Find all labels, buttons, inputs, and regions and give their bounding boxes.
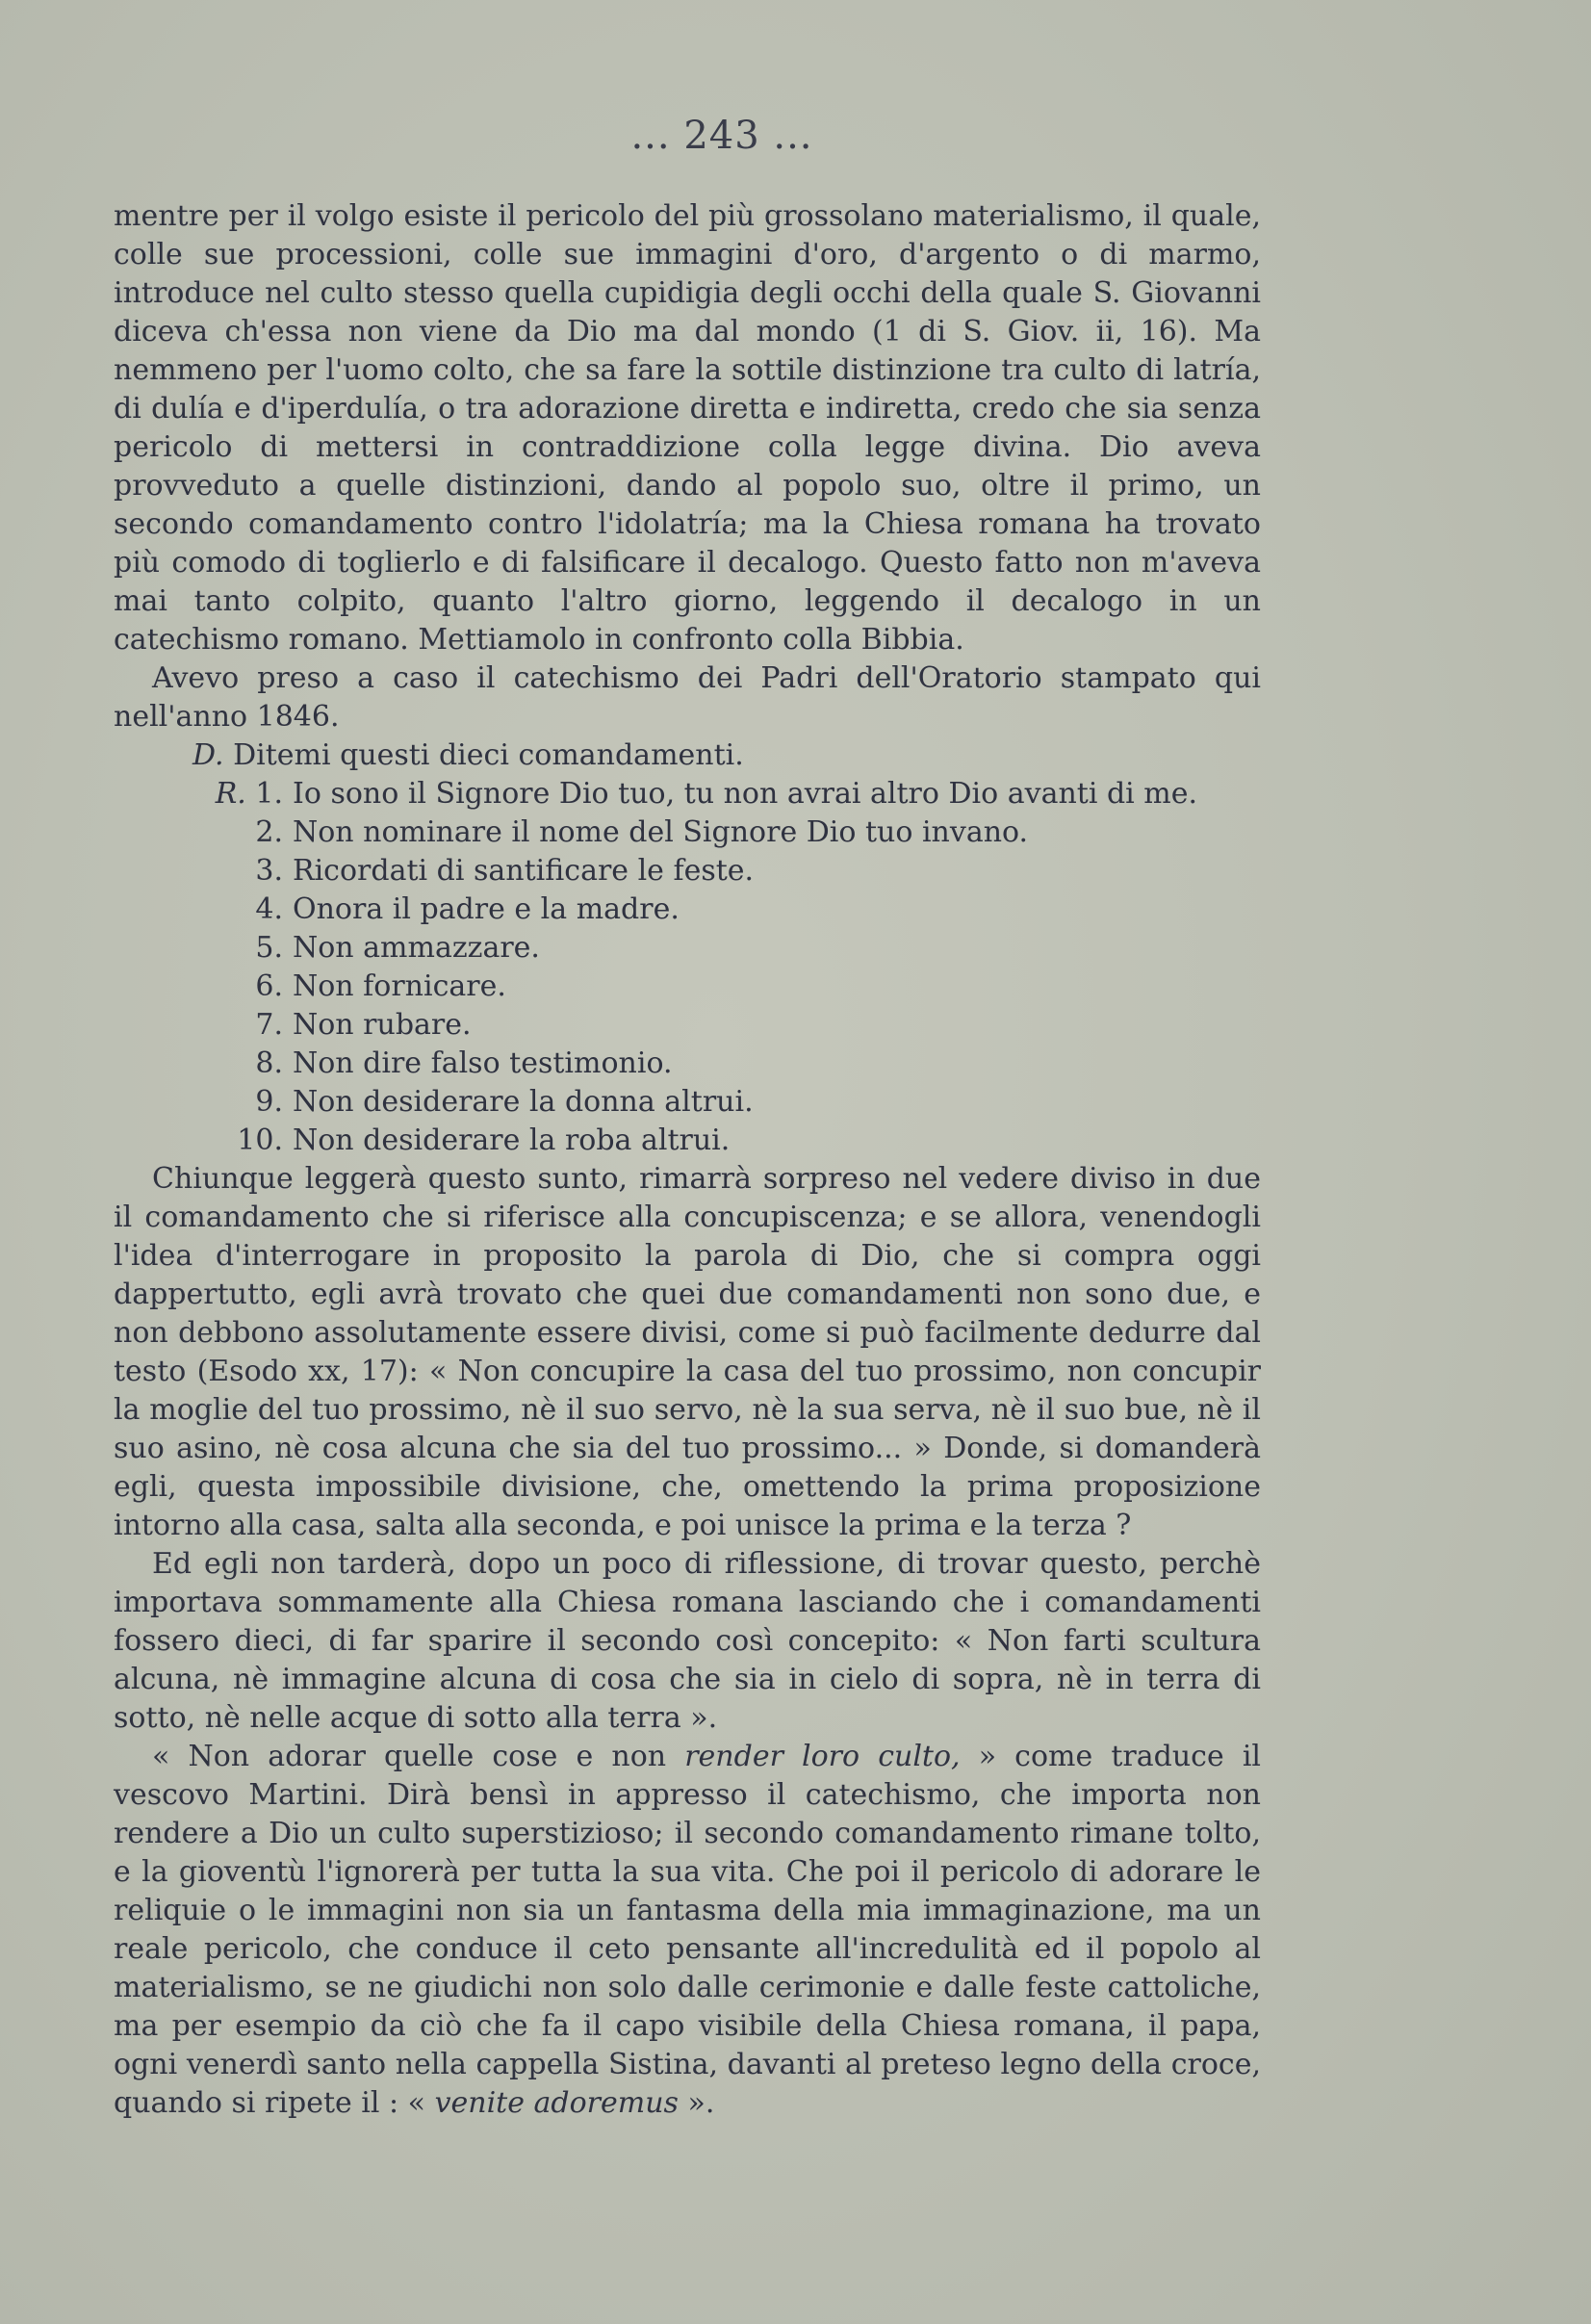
- list-item: [114, 891, 1261, 929]
- list-item: [114, 1006, 1261, 1045]
- commandment-number: 10.: [237, 1123, 283, 1157]
- commandment-number: 8.: [255, 1046, 283, 1080]
- commandment-text: Non ammazzare.: [293, 931, 540, 965]
- paragraph: Chiunque leggerà questo sunto, rimarrà sorpreso nel vedere diviso in due il comandamento che si riferisce alla concupiscenza; e se allora, venendogli l'idea d'interrogare in proposito la parola di Dio, che si compra oggi dappertutto, egli avrà trovato che quei due comandamenti non sono due, e non debbono assolutamente essere divisi, come si può facilmente dedurre dal testo (Esodo xx, 17): « Non concupire la casa del tuo prossimo, non concupir la moglie del tuo prossimo, nè il suo servo, nè la sua serva, nè il suo bue, nè il suo asino, nè cosa alcuna che sia del tuo prossimo... » Donde, si domanderà egli, questa impossibile divisione, che, omettendo la prima proposizione intorno alla casa, salta alla seconda, e poi unisce la prima e la terza ?: [114, 1162, 1261, 1542]
- commandment-text: Non rubare.: [293, 1008, 472, 1042]
- question-mark: D.: [192, 738, 224, 772]
- paragraph: Ed egli non tarderà, dopo un poco di riflessione, di trovar questo, perchè importava sommamente alla Chiesa romana lasciando che i comandamenti fossero dieci, di far sparire il secondo così concepito: « Non farti scultura alcuna, nè immagine alcuna di cosa che sia in cielo di sopra, nè in terra di sotto, nè nelle acque di sotto alla terra ».: [114, 1547, 1261, 1735]
- text-run: ».: [678, 2086, 715, 2120]
- commandment-number: 1.: [255, 777, 283, 811]
- commandment-number: 2.: [255, 815, 283, 849]
- commandment-text: Non desiderare la roba altrui.: [293, 1123, 731, 1157]
- paragraph: [114, 1738, 1261, 2123]
- question-text: Ditemi questi dieci comandamenti.: [233, 738, 744, 772]
- commandment-number: 6.: [255, 969, 283, 1003]
- text-run: » come traduce il vescovo Martini. Dirà bensì in appresso il catechismo, che importa non rendere a Dio un culto superstizioso; il secondo comandamento rimane tolto, e la gioventù l'ignorerà per tutta la sua vita. Che poi il pericolo di adorare le reliquie o le immagini non sia un fantasma della mia immaginazione, ma un reale pericolo, che conduce il ceto pensante all'incredulità ed il popolo al materialismo, se ne giudichi non solo dalle cerimonie e dalle feste cattoliche, ma per esempio da ciò che fa il capo visibile della Chiesa romana, il papa, ogni venerdì santo nella cappella Sistina, davanti al preteso legno della croce, quando si ripete il : «: [114, 1740, 1262, 2120]
- italic-text: venite adoremus: [434, 2086, 679, 2120]
- commandment-number: 9.: [255, 1085, 283, 1119]
- commandment-number: 3.: [255, 854, 283, 888]
- list-item: [114, 929, 1261, 968]
- commandment-text: Onora il padre e la madre.: [293, 892, 680, 926]
- list-item: [114, 968, 1261, 1006]
- answer-mark: R.: [215, 777, 246, 811]
- list-item: [114, 775, 1261, 813]
- commandment-list: [114, 775, 1261, 1160]
- commandment-number: 7.: [255, 1008, 283, 1042]
- list-item: [114, 1045, 1261, 1083]
- italic-text: render loro culto,: [684, 1740, 961, 1773]
- list-item: [114, 852, 1261, 891]
- commandment-text: Ricordati di santificare le feste.: [293, 854, 755, 888]
- commandment-number: 4.: [255, 892, 283, 926]
- commandment-text: Non desiderare la donna altrui.: [293, 1085, 754, 1119]
- commandment-text: Non dire falso testimonio.: [293, 1046, 673, 1080]
- text-run: « Non adorar quelle cose e non: [152, 1740, 685, 1773]
- commandment-text: Non nominare il nome del Signore Dio tuo invano.: [293, 815, 1029, 849]
- paragraph: mentre per il volgo esiste il pericolo del più grossolano materialismo, il quale, colle sue processioni, colle sue immagini d'oro, d'argento o di marmo, introduce nel culto stesso quella cupidigia degli occhi della quale S. Giovanni diceva ch'essa non viene da Dio ma dal mondo (1 di S. Giov. ii, 16). Ma nemmeno per l'uomo colto, che sa fare la sottile distinzione tra culto di latría, di dulía e d'iperdulía, o tra adorazione diretta e indiretta, credo che sia senza pericolo di mettersi in contraddizione colla legge divina. Dio aveva provveduto a quelle distinzioni, dando al popolo suo, oltre il primo, un secondo comandamento contro l'idolatría; ma la Chiesa romana ha trovato più comodo di toglierlo e di falsificare il decalogo. Questo fatto non m'aveva mai tanto colpito, quanto l'altro giorno, leggendo il decalogo in un catechismo romano. Mettiamolo in confronto colla Bibbia.: [114, 199, 1261, 657]
- commandment-text: Non fornicare.: [293, 969, 506, 1003]
- list-item: [114, 1122, 1261, 1160]
- commandment-text: Io sono il Signore Dio tuo, tu non avrai altro Dio avanti di me.: [293, 777, 1198, 811]
- body-text: [114, 197, 1261, 2123]
- page-number: ... 243 ...: [630, 114, 813, 158]
- catechism-question: [114, 736, 1261, 775]
- list-item: [114, 1083, 1261, 1122]
- list-item: [114, 813, 1261, 852]
- paragraph: Avevo preso a caso il catechismo dei Padri dell'Oratorio stampato qui nell'anno 1846.: [114, 661, 1261, 734]
- commandment-number: 5.: [255, 931, 283, 965]
